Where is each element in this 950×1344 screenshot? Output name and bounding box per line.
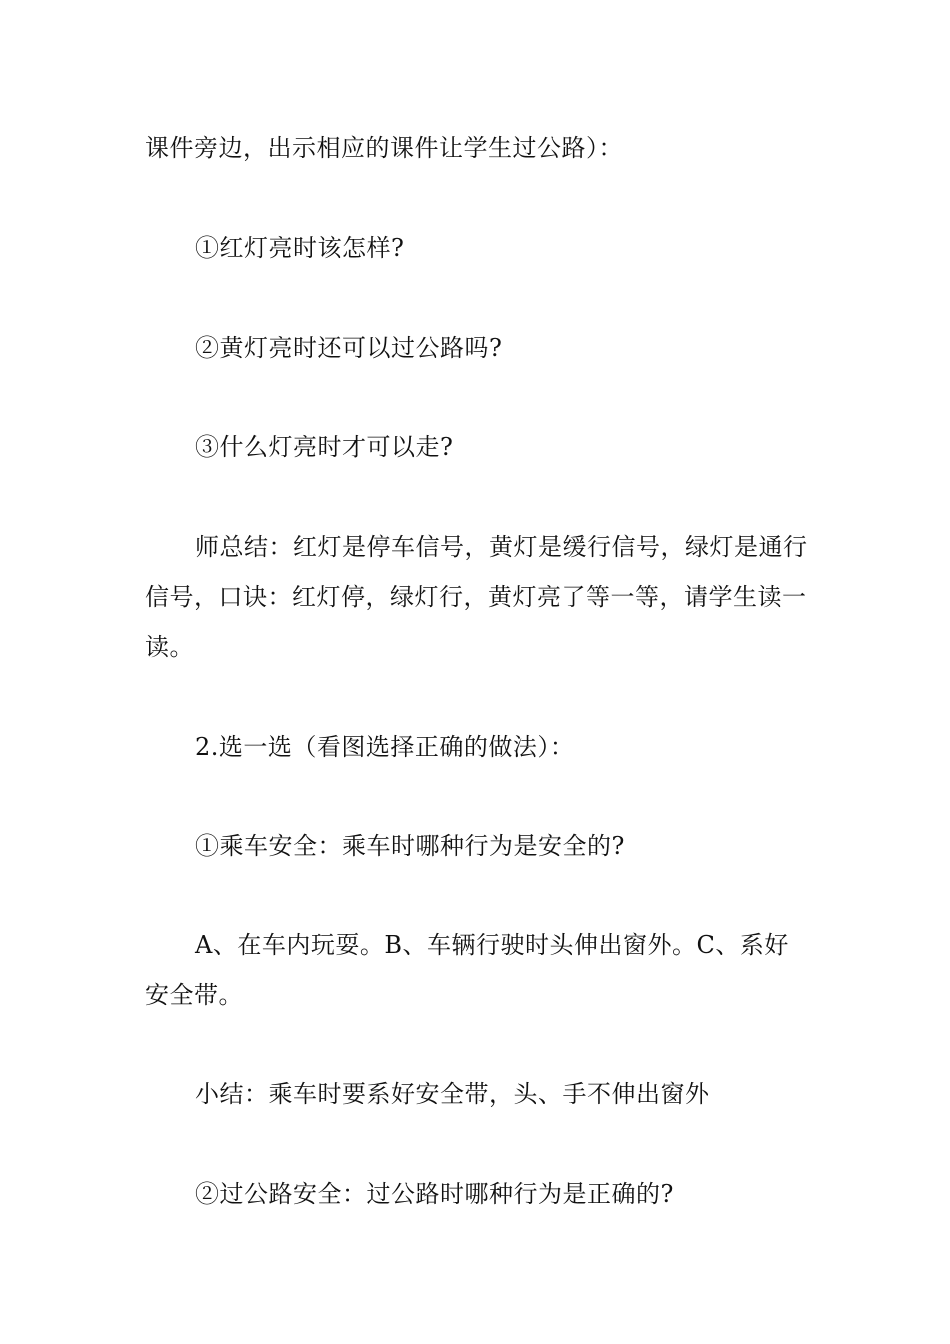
- question-which-light: [145, 422, 810, 472]
- riding-summary: [145, 1069, 810, 1119]
- paragraph-text: ②过公路安全：过公路时哪种行为是正确的?: [195, 1180, 674, 1208]
- section-choose: [145, 722, 810, 772]
- question-crossing-safety: [145, 1169, 810, 1219]
- paragraph-text: 小结：乘车时要系好安全带，头、手不伸出窗外: [195, 1080, 710, 1108]
- question-yellow-light: [145, 323, 810, 373]
- paragraph-text: 师总结：红灯是停车信号，黄灯是缓行信号，绿灯是通行信号，口诀：红灯停，绿灯行，黄灯亮了等一等，请学生读一读。: [145, 533, 808, 661]
- paragraph-text: 课件旁边，出示相应的课件让学生过公路）：: [145, 134, 623, 162]
- question-red-light: [145, 223, 810, 273]
- teacher-summary: [145, 522, 810, 672]
- paragraph-text: ③什么灯亮时才可以走?: [195, 433, 454, 461]
- paragraph-text: ①乘车安全：乘车时哪种行为是安全的?: [195, 832, 625, 860]
- answer-options: [145, 920, 810, 1020]
- paragraph-text: 2.选一选（看图选择正确的做法）：: [195, 733, 575, 761]
- paragraph-text: A、在车内玩耍。B、车辆行驶时头伸出窗外。C、系好安全带。: [145, 931, 789, 1009]
- question-riding-safety: [145, 821, 810, 871]
- paragraph-continuation: [145, 123, 810, 173]
- paragraph-text: ①红灯亮时该怎样?: [195, 234, 405, 262]
- paragraph-text: ②黄灯亮时还可以过公路吗?: [195, 334, 503, 362]
